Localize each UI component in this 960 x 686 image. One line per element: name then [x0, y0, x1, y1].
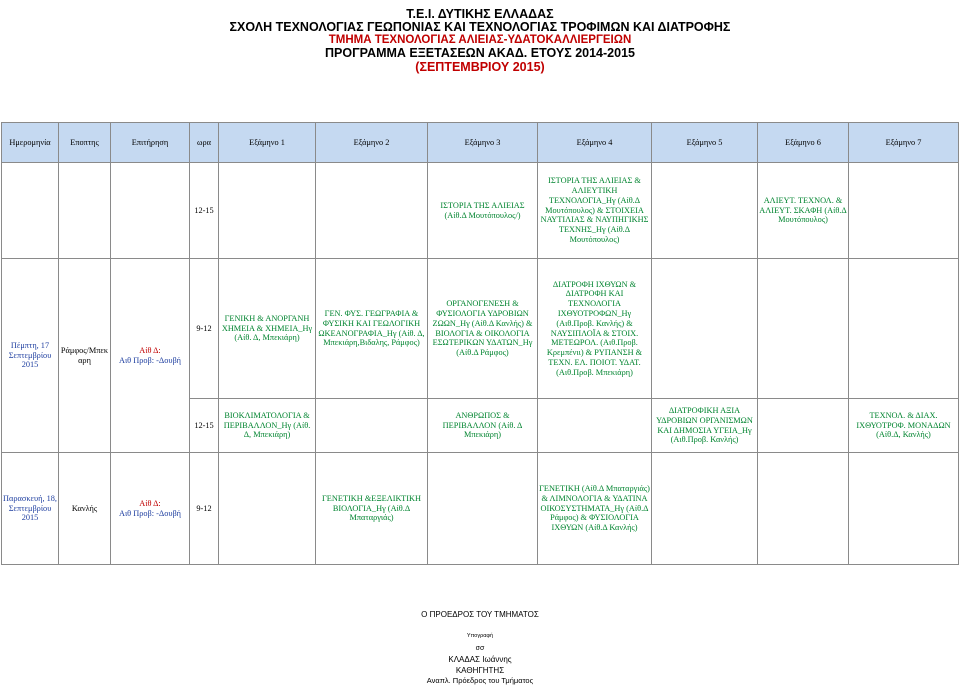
institution-title: Τ.Ε.Ι. ΔΥΤΙΚΗΣ ΕΛΛΑΔΑΣ [406, 7, 554, 21]
room-amphitheatre: Αιθ Προβ: -Δουβή [118, 355, 182, 365]
empty-cell [849, 453, 959, 565]
table-row [2, 163, 959, 259]
exam-entry: ΓΕΝΕΤΙΚΗ &ΕΞΕΛΙΚΤΙΚΗ ΒΙΟΛΟΓΙΑ_Ηγ (Αίθ.Δ Μπαταργιάς) [316, 453, 428, 565]
empty-cell [316, 163, 428, 259]
exam-entry: ΑΛΙΕΥΤ. ΤΕΧΝΟΛ. & ΑΛΙΕΥΤ. ΣΚΑΦΗ (Αίθ.Δ Μουτόπουλος) [758, 163, 849, 259]
empty-cell [316, 399, 428, 453]
exam-time: 9-12 [190, 259, 219, 399]
column-header-semester-2: Εξάμηνο 2 [316, 123, 428, 163]
document-header [0, 8, 960, 75]
column-header-invigilation: Επιτήρηση [111, 123, 190, 163]
empty-cell [2, 163, 59, 259]
empty-cell [428, 453, 538, 565]
signature-title: Ο ΠΡΟΕΔΡΟΣ ΤΟΥ ΤΜΗΜΑΤΟΣ [421, 610, 539, 619]
department-title: ΤΜΗΜΑ ΤΕΧΝΟΛΟΓΙΑΣ ΑΛΙΕΙΑΣ-ΥΔΑΤΟΚΑΛΛΙΕΡΓΕΙΩΝ [328, 34, 632, 46]
table-row [2, 259, 959, 399]
empty-cell [111, 163, 190, 259]
column-header-semester-6: Εξάμηνο 6 [758, 123, 849, 163]
empty-cell [652, 259, 758, 399]
exam-time: 9-12 [190, 453, 219, 565]
exam-entry: ΙΣΤΟΡΙΑ ΤΗΣ ΑΛΙΕΙΑΣ (Αίθ.Δ Μουτόπουλος/) [428, 163, 538, 259]
empty-cell [849, 163, 959, 259]
room-amphitheatre: Αιθ Προβ: -Δουβή [118, 508, 182, 518]
column-header-supervisor: Εποπτης [59, 123, 111, 163]
exam-entry: ΙΣΤΟΡΙΑ ΤΗΣ ΑΛΙΕΙΑΣ & ΑΛΙΕΥΤΙΚΗ ΤΕΧΝΟΛΟΓΙΑ_Ηγ (Αίθ.Δ Μουτόπουλος) & ΣΤΟΙΧΕΙΑ ΝΑΥΤΙΛΙΑΣ & ΝΑΥΠΗΓΙΚΗΣ ΤΕΧΝΗΣ_Ηγ (Αίθ.Δ Μουτόπουλος) [538, 163, 652, 259]
signature-label: Υπογραφή [466, 633, 494, 639]
invigilation-rooms [111, 453, 190, 565]
empty-cell [59, 163, 111, 259]
table-row [2, 453, 959, 565]
exam-time: 12-15 [190, 399, 219, 453]
table-header-row [2, 123, 959, 163]
column-header-semester-5: Εξάμηνο 5 [652, 123, 758, 163]
empty-cell [758, 259, 849, 399]
column-header-semester-7: Εξάμηνο 7 [849, 123, 959, 163]
signatory-role: Αναπλ. Πρόεδρος του Τμήματος [426, 676, 534, 685]
invigilation-rooms [111, 259, 190, 453]
exam-entry: ΔΙΑΤΡΟΦΙΚΗ ΑΞΙΑ ΥΔΡΟΒΙΩΝ ΟΡΓΑΝΙΣΜΩΝ ΚΑΙ ΔΗΜΟΣΙΑ ΥΓΕΙΑ_Ηγ (Αιθ.Προβ. Κανλής) [652, 399, 758, 453]
exam-date: Πέμπτη, 17 Σεπτεμβρίου 2015 [2, 259, 59, 453]
column-header-semester-3: Εξάμηνο 3 [428, 123, 538, 163]
empty-cell [538, 399, 652, 453]
signatory-rank: ΚΑΘΗΓΗΤΗΣ [455, 666, 505, 675]
exam-entry: ΑΝΘΡΩΠΟΣ & ΠΕΡΙΒΑΛΛΟΝ (Αίθ. Δ Μπεκιάρη) [428, 399, 538, 453]
signatory-name: ΚΛΑΔΑΣ Ιωάννης [448, 655, 512, 664]
exam-supervisor: Κανλής [59, 453, 111, 565]
session-title: (ΣΕΠΤΕΜΒΡΙΟΥ 2015) [415, 60, 545, 74]
schedule-title: ΠΡΟΓΡΑΜΜΑ ΕΞΕΤΑΣΕΩΝ ΑΚΑΔ. ΕΤΟΥΣ 2014-2015 [325, 46, 635, 60]
school-title: ΣΧΟΛΗ ΤΕΧΝΟΛΟΓΙΑΣ ΓΕΩΠΟΝΙΑΣ ΚΑΙ ΤΕΧΝΟΛΟΓΙΑΣ ΤΡΟΦΙΜΩΝ ΚΑΙ ΔΙΑΤΡΟΦΗΣ [229, 20, 731, 34]
exam-time: 12-15 [190, 163, 219, 259]
exam-supervisor: Ράμφος/Μπεκ αρη [59, 259, 111, 453]
room-delta: Αίθ Δ: [139, 345, 161, 355]
column-header-semester-1: Εξάμηνο 1 [219, 123, 316, 163]
exam-date: Παρασκευή, 18, Σεπτεμβρίου 2015 [2, 453, 59, 565]
empty-cell [219, 163, 316, 259]
signature-mark: σσ [475, 645, 485, 652]
exam-entry: ΔΙΑΤΡΟΦΗ ΙΧΘΥΩΝ & ΔΙΑΤΡΟΦΗ ΚΑΙ ΤΕΧΝΟΛΟΓΙΑ ΙΧΘΥΟΤΡΟΦΩΝ_Ηγ (Αιθ.Προβ. Κανλής) & ΝΑΥΣΙΠΛΟΪΑ & ΣΤΟΙΧ. ΜΕΤΕΩΡΟΛ. (Αιθ.Προβ. Κρεμπένιι) & ΡΥΠΑΝΣΗ & ΤΕΧΝ. ΕΛ. ΠΟΙΟΤ. ΥΔΑΤ. (Αιθ.Προβ. Μπεκιάρη) [538, 259, 652, 399]
empty-cell [849, 259, 959, 399]
exam-entry: ΓΕΝ. ΦΥΣ. ΓΕΩΓΡΑΦΙΑ & ΦΥΣΙΚΗ ΚΑΙ ΓΕΩΛΟΓΙΚΗ ΩΚΕΑΝΟΓΡΑΦΙΑ_Ηγ (Αίθ. Δ, Μπεκιάρη,Βιδαλης, Ράμφος) [316, 259, 428, 399]
empty-cell [758, 399, 849, 453]
exam-entry: ΓΕΝΙΚΗ & ΑΝΟΡΓΑΝΗ ΧΗΜΕΙΑ & ΧΗΜΕΙΑ_Ηγ (Αίθ. Δ, Μπεκιάρη) [219, 259, 316, 399]
exam-entry: ΤΕΧΝΟΛ. & ΔΙΑΧ. ΙΧΘΥΟΤΡΟΦ. ΜΟΝΑΔΩΝ (Αίθ.Δ, Κανλής) [849, 399, 959, 453]
exam-entry: ΓΕΝΕΤΙΚΗ (Αίθ.Δ Μπαταργιάς) & ΛΙΜΝΟΛΟΓΙΑ & ΥΔΑΤΙΝΑ ΟΙΚΟΣΥΣΤΗΜΑΤΑ_Ηγ (Αίθ.Δ Ράμφος) & ΦΥΣΙΟΛΟΓΙΑ ΙΧΘΥΩΝ (Αίθ.Δ Κανλής) [538, 453, 652, 565]
empty-cell [652, 163, 758, 259]
column-header-date: Ημερομηνία [2, 123, 59, 163]
empty-cell [652, 453, 758, 565]
column-header-semester-4: Εξάμηνο 4 [538, 123, 652, 163]
exam-entry: ΟΡΓΑΝΟΓΕΝΕΣΗ & ΦΥΣΙΟΛΟΓΙΑ ΥΔΡΟΒΙΩΝ ΖΩΩΝ_Ηγ (Αίθ.Δ Κανλής) & ΒΙΟΛΟΓΙΑ & ΟΙΚΟΛΟΓΙΑ ΕΣΩΤΕΡΙΚΩΝ ΥΔΑΤΩΝ_Ηγ (Αίθ.Δ Ράμφος) [428, 259, 538, 399]
empty-cell [219, 453, 316, 565]
exam-entry: ΒΙΟΚΛΙΜΑΤΟΛΟΓΙΑ & ΠΕΡΙΒΑΛΛΟΝ_Ηγ (Αίθ. Δ, Μπεκιάρη) [219, 399, 316, 453]
room-delta: Αίθ Δ: [139, 498, 161, 508]
column-header-time: ωρα [190, 123, 219, 163]
empty-cell [758, 453, 849, 565]
exam-schedule-table [1, 122, 959, 565]
